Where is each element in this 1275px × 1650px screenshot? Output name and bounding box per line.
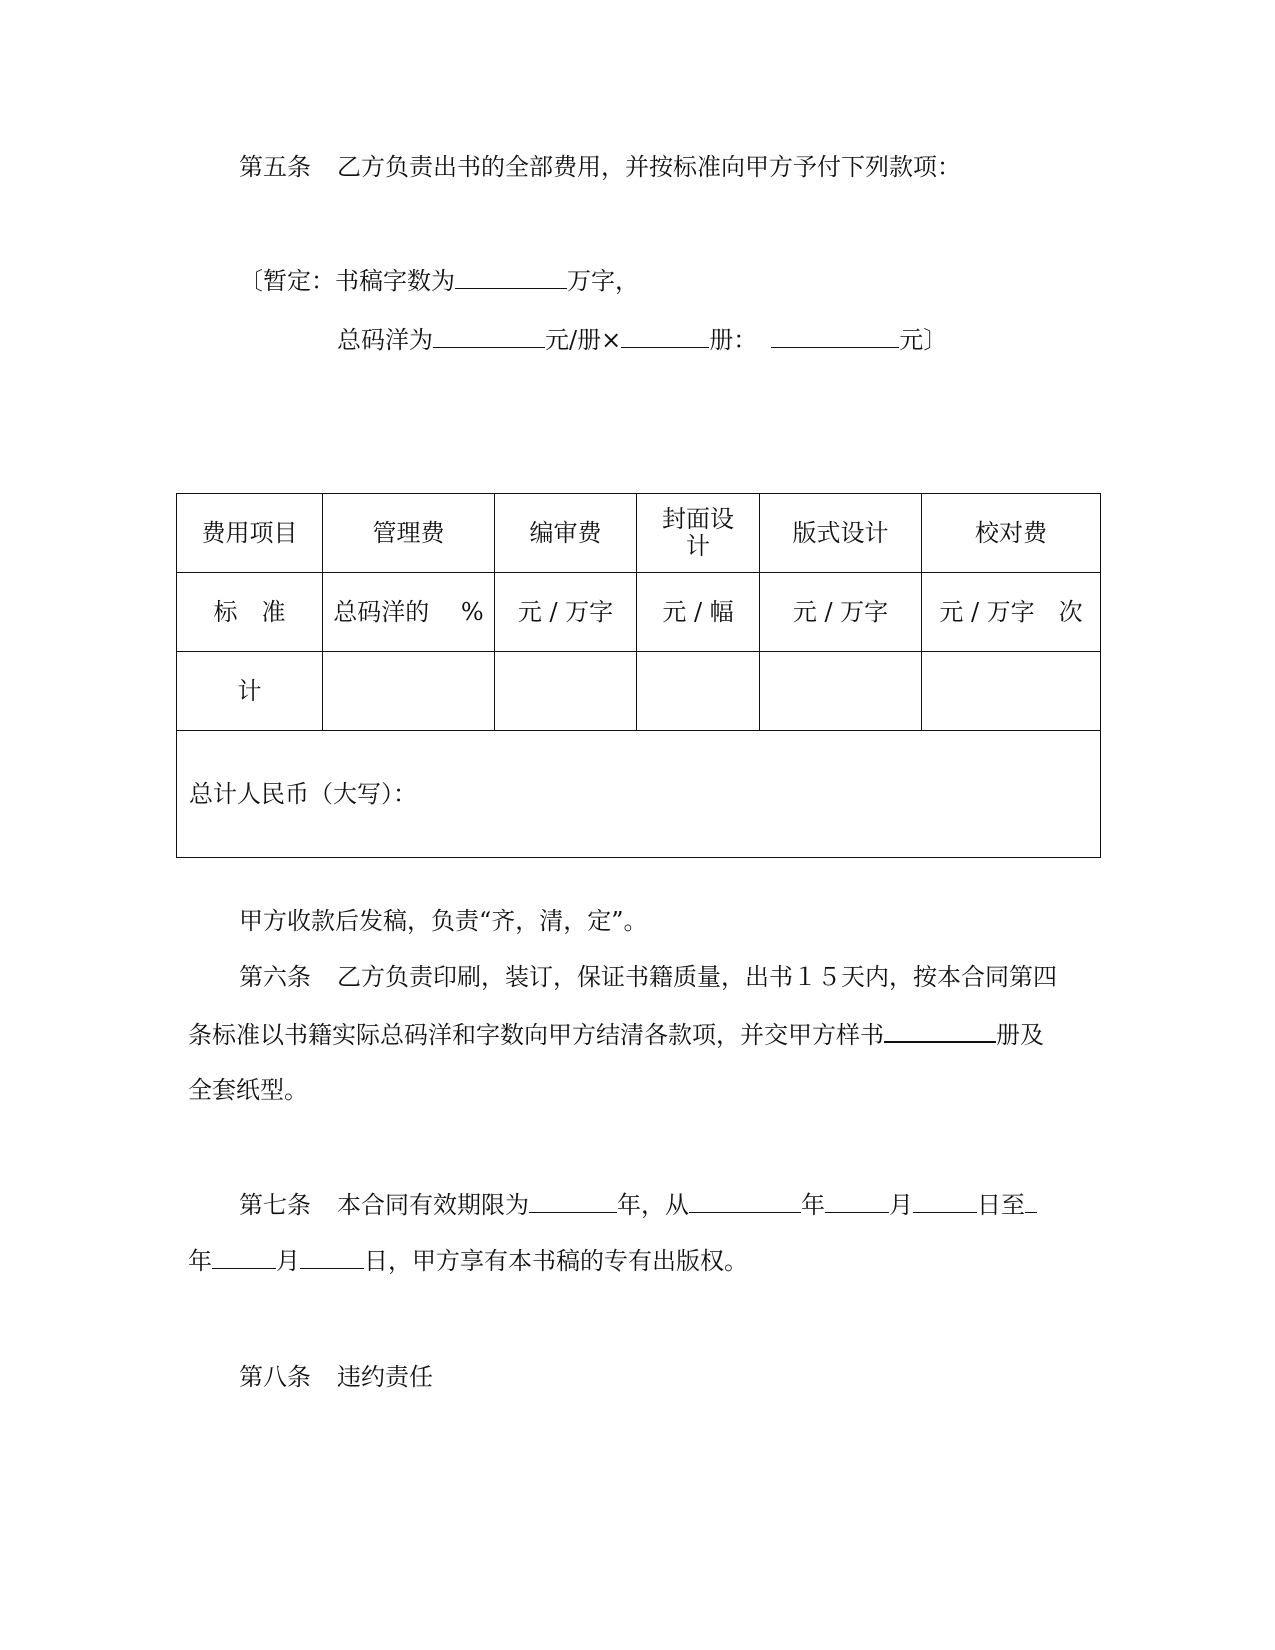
article-6-text-2-suffix: 册及 — [996, 1021, 1044, 1049]
article-6-text-3: 全套纸型。 — [188, 1076, 308, 1104]
after-table-text: 甲方收款后发稿，负责“齐，清，定”。 — [239, 907, 648, 935]
article-6-line-2 — [188, 1019, 1044, 1050]
article-7-line-2 — [188, 1246, 748, 1276]
standard-editing[interactable]: 元 / 万字 — [495, 573, 637, 652]
copies-unit: 册： — [709, 326, 758, 354]
article-7-text-3: 年 — [801, 1191, 825, 1219]
standard-management[interactable]: 总码洋的 % — [323, 573, 495, 652]
end-day-blank[interactable] — [300, 1246, 364, 1269]
article-7-text-1: 本合同有效期限为 — [337, 1191, 529, 1219]
end-month-blank[interactable] — [212, 1246, 276, 1269]
sum-editing-cell[interactable] — [495, 652, 637, 731]
header-cover-design — [637, 494, 760, 573]
article-7-line2-month: 月 — [276, 1247, 300, 1275]
standard-layout[interactable]: 元 / 万字 — [760, 573, 922, 652]
header-cover-line-1: 封面设 — [662, 505, 734, 533]
header-layout-design: 版式设计 — [760, 494, 922, 573]
total-amount-unit: 元〕 — [899, 326, 948, 354]
sum-proofreading-cell[interactable] — [922, 652, 1101, 731]
term-years-blank[interactable] — [529, 1190, 617, 1213]
total-rmb-cell[interactable] — [177, 731, 1101, 858]
article-6-text-2: 条标准以书籍实际总码洋和字数向甲方结清各款项，并交甲方样书 — [188, 1021, 884, 1049]
standard-row — [177, 573, 1101, 652]
header-editing-fee: 编审费 — [495, 494, 637, 573]
sum-row — [177, 652, 1101, 731]
article-7-text-5: 日至 — [977, 1191, 1025, 1219]
article-5-line — [239, 152, 961, 182]
sum-label: 计 — [177, 652, 323, 731]
article-6-heading: 第六条 — [239, 963, 311, 991]
sum-cover-cell[interactable] — [637, 652, 760, 731]
word-count-blank[interactable] — [455, 266, 567, 289]
sample-copies-blank[interactable] — [884, 1019, 996, 1043]
tentative-suffix: 万字， — [567, 267, 639, 295]
article-7-text-4: 月 — [889, 1191, 913, 1219]
article-6-text-1: 乙方负责印刷，装订，保证书籍质量，出书１５天内，按本合同第四 — [337, 963, 1057, 991]
sum-management-cell[interactable] — [323, 652, 495, 731]
article-6-line-3 — [188, 1075, 308, 1105]
standard-proofreading[interactable]: 元 / 万字 次 — [922, 573, 1101, 652]
article-6-line-1 — [239, 962, 1057, 992]
standard-label: 标 准 — [177, 573, 323, 652]
total-amount-blank[interactable] — [771, 325, 899, 348]
article-7-line-1 — [239, 1190, 1037, 1220]
copies-blank[interactable] — [621, 325, 709, 348]
article-8-text: 违约责任 — [337, 1363, 433, 1391]
tentative-line-2 — [337, 325, 947, 355]
article-5-heading: 第五条 — [239, 153, 311, 181]
unit-price-blank[interactable] — [433, 325, 545, 348]
article-5-text: 乙方负责出书的全部费用，并按标准向甲方予付下列款项： — [337, 153, 961, 181]
total-price-label: 总码洋为 — [337, 326, 433, 354]
header-cover-line-2: 计 — [686, 532, 710, 560]
fee-table — [176, 493, 1101, 858]
start-year-blank[interactable] — [689, 1190, 801, 1213]
sum-layout-cell[interactable] — [760, 652, 922, 731]
article-8-line — [239, 1362, 433, 1392]
after-table-line — [239, 906, 648, 936]
article-7-text-2: 年，从 — [617, 1191, 689, 1219]
article-7-heading: 第七条 — [239, 1191, 311, 1219]
end-year-blank-start[interactable] — [1025, 1190, 1037, 1213]
header-proofreading-fee: 校对费 — [922, 494, 1101, 573]
tentative-line-1 — [239, 266, 639, 296]
total-row — [177, 731, 1101, 858]
start-day-blank[interactable] — [913, 1190, 977, 1213]
article-7-line2-rest: 日，甲方享有本书稿的专有出版权。 — [364, 1247, 748, 1275]
standard-cover[interactable]: 元 / 幅 — [637, 573, 760, 652]
total-rmb-label: 总计人民币（大写）： — [189, 780, 417, 808]
header-management-fee: 管理费 — [323, 494, 495, 573]
article-8-heading: 第八条 — [239, 1363, 311, 1391]
article-7-line2-year: 年 — [188, 1247, 212, 1275]
header-fee-item: 费用项目 — [177, 494, 323, 573]
table-header-row — [177, 494, 1101, 573]
unit-price-unit: 元/册× — [545, 326, 622, 354]
tentative-prefix: 〔暂定：书稿字数为 — [239, 267, 455, 295]
start-month-blank[interactable] — [825, 1190, 889, 1213]
